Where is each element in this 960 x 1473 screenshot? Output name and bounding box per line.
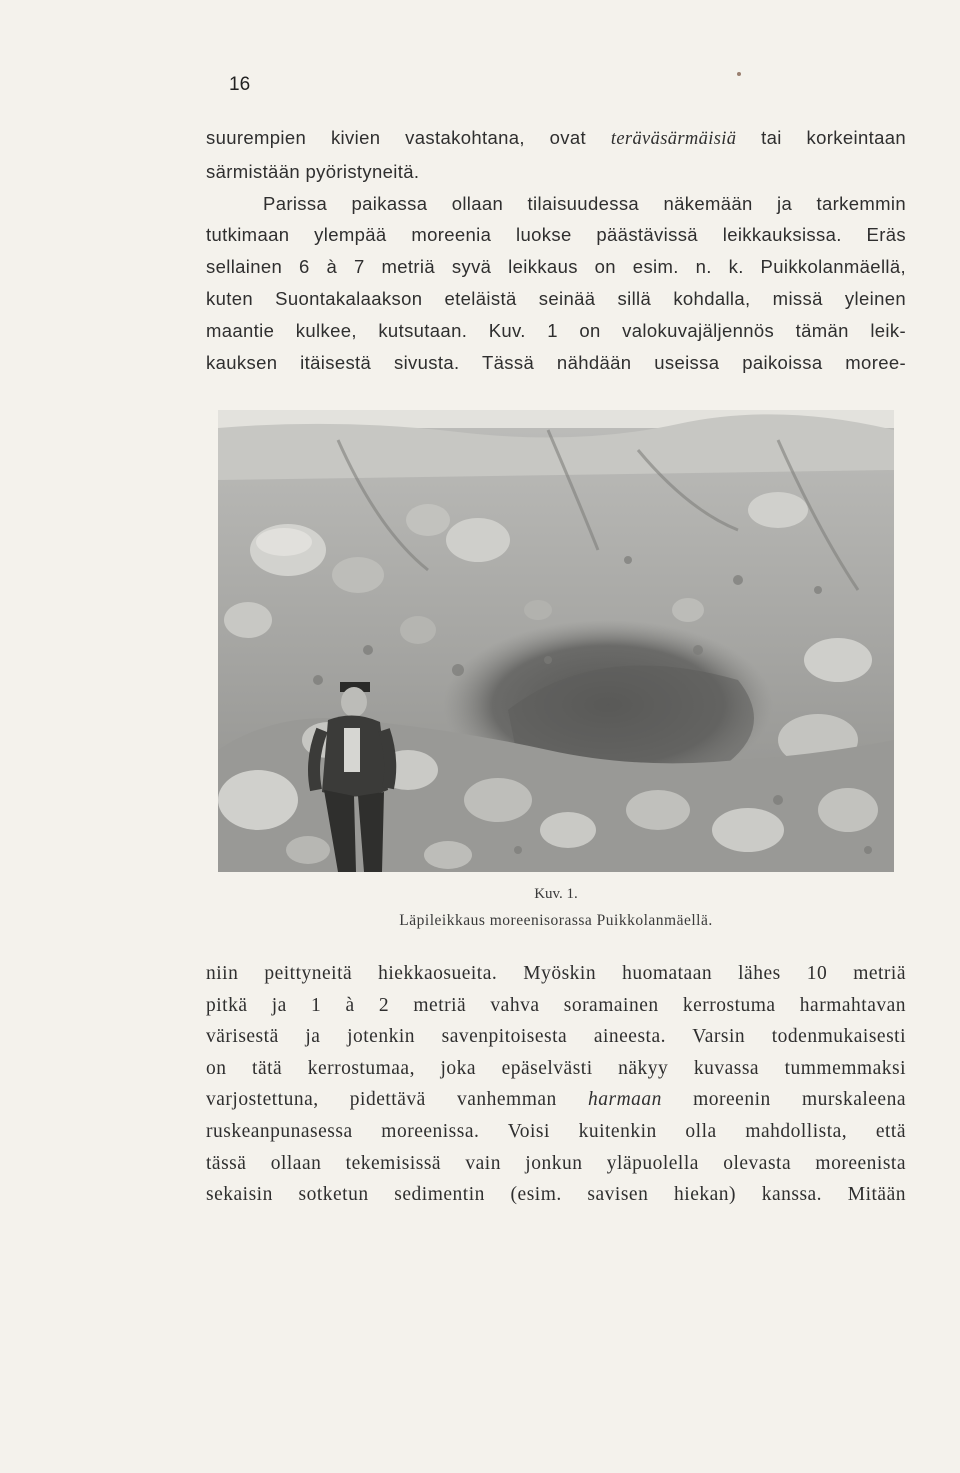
figure-label: Kuv. 1. — [534, 886, 578, 902]
page-number: 16 — [229, 74, 251, 95]
text-line: niin peittyneitä hiekkaosueita. Myöskin huomataan lähes 10 metriä — [206, 963, 906, 984]
text-line: tässä ollaan tekemisissä vain jonkun yläpuolella olevasta moreenista — [206, 1152, 906, 1174]
text-line: sellainen 6 à 7 metriä syvä leikkaus on esim. n. k. Puikkolanmäellä, — [206, 256, 906, 278]
top-paragraph — [206, 122, 906, 378]
text-line: maantie kulkee, kutsutaan. Kuv. 1 on valokuvajäljennös tämän leik- — [206, 319, 906, 341]
text-line: ruskeanpunasessa moreenissa. Voisi kuitenkin olla mahdollista, että — [206, 1120, 906, 1142]
bottom-paragraph — [206, 958, 906, 1211]
text-line: on tätä kerrostumaa, joka epäselvästi näkyy kuvassa tummemmaksi — [206, 1057, 906, 1079]
figure-caption: Läpileikkaus moreenisorassa Puikkolanmäellä. — [399, 912, 713, 929]
paper-speck — [737, 72, 741, 76]
text-line: sekaisin sotketun sedimentin (esim. savisen hiekan) kanssa. Mitään — [206, 1184, 906, 1206]
text-line: kuten Suontakalaakson eteläistä seinää sillä kohdalla, missä yleinen — [206, 287, 906, 309]
text-line: suurempien kivien vastakohtana, ovat teräväsärmäisiä tai korkeintaan — [206, 127, 907, 149]
text-line: särmistään pyöristyneitä. — [206, 160, 420, 182]
text-line: varjostettuna, pidettävä vanhemman harmaan moreenin murskaleena — [206, 1089, 906, 1111]
text-line: tutkimaan ylempää moreenia luokse päästävissä leikkauksissa. Eräs — [206, 224, 906, 246]
text-line: pitkä ja 1 à 2 metriä vahva soramainen kerrostuma harmahtavan — [206, 994, 906, 1016]
text-line: kauksen itäisestä sivusta. Tässä nähdään useissa paikoissa moree- — [206, 351, 906, 373]
text-line: Parissa paikassa ollaan tilaisuudessa näkemään ja tarkemmin — [263, 192, 906, 214]
text-line: värisestä ja jotenkin savenpitoisesta aineesta. Varsin todenmukaisesti — [206, 1026, 906, 1048]
moraine-section-photo — [218, 410, 894, 872]
